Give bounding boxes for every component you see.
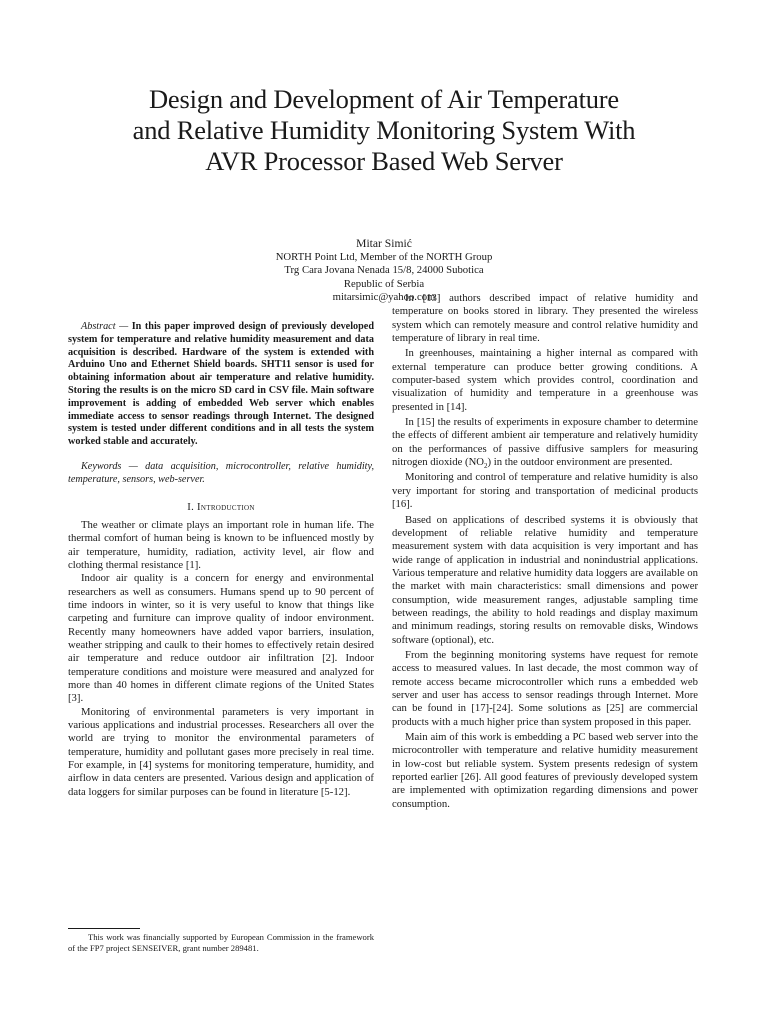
author-affiliation: NORTH Point Ltd, Member of the NORTH Group <box>275 251 493 263</box>
no2-text-after: ) in the outdoor environment are presented. <box>487 456 673 469</box>
author-name: Mitar Simić <box>356 237 412 250</box>
body-paragraph: The weather or climate plays an important role in human life. The thermal comfort of human being is known to be influenced mostly by air temperature, humidity, radiation, activity level, air flow and clothing thermal resistance [1]. <box>68 518 374 571</box>
body-paragraph: Based on applications of described systems it is obviously that development of reliable relative humidity and temperature measurement system with data acquisition is very important and has wide range of application in industrial and nonindustrial applications. Various temperature and relative humidity data loggers are available on the market with main characteristics: small dimensions and power consumption, wide measurement ranges, adjustable sampling time between readings, the ability to hold readings and display maximum and minimum readings, storing results on removable disks, Windows software (optional), etc. <box>392 513 698 646</box>
section-number: I. <box>187 500 195 513</box>
footnote-divider <box>68 928 140 929</box>
body-paragraph: Monitoring and control of temperature and relative humidity is also very important for storing and transportation of medicinal products [16]. <box>392 471 698 511</box>
body-paragraph: Monitoring of environmental parameters is very important in various applications and industrial processes. Researchers all over the world are trying to monitor the environmental parameters of temperature, humidity and pollutant gases more precisely in real time. For example, in [4] systems for monitoring temperature, humidity, and airflow in data centers are presented. Various design and application of data loggers for similar purposes can be found in literature [5-12]. <box>68 705 374 798</box>
keywords: Keywords — data acquisition, microcontroller, relative humidity, temperature, sensors, web-server. <box>68 460 374 485</box>
section-heading-introduction <box>68 501 374 514</box>
no2-text-before: In [15] the results of experiments in exposure chamber to determine the effects of different ambient air temperature and relatively humidity on the performances of passive diffusive samplers for measuring nitrogen dioxide (NO <box>392 416 698 469</box>
body-paragraph: Indoor air quality is a concern for energy and environmental researchers as well as consumers. Humans spend up to 90 percent of time indoors in winter, so it is very useful to know that things like carpeting and furniture can improve quality of indoor environment. Recently many homeowners have added vapor barriers, insulation, weather stripping and caulk to their homes to effectively retain desired air temperature and reduce outdoor air infiltration [2]. Indoor temperature conditions and moisture were measured and analyzed for more than 40 homes in different climate regions of the United States [3]. <box>68 572 374 705</box>
paper-title <box>60 84 708 177</box>
right-column <box>392 292 698 811</box>
body-paragraph: From the beginning monitoring systems have request for remote access to measured values. In last decade, the most common way of remote access became microcontroller which runs a embedded web server and user has access to sensor readings through Internet. More can be found in [17]-[24]. Some solutions as [25] are commercial products with a much higher price than system proposed in this paper. <box>392 648 698 728</box>
body-paragraph: Main aim of this work is embedding a PC based web server into the microcontroller with temperature and relative humidity measurement in low-cost but reliable system. System presents redesign of system reported earlier [26]. All good features of previously developed system are implemented with optimization regarding dimensions and power consumption. <box>392 731 698 810</box>
abstract-lead: Abstract — <box>81 321 129 332</box>
footnote: This work was financially supported by European Commission in the framework of the FP7 project SENSEIVER, grant number 289481. <box>68 932 374 953</box>
body-paragraph-no2 <box>392 416 698 469</box>
section-title: Introduction <box>197 500 255 513</box>
author-country: Republic of Serbia <box>343 277 425 290</box>
abstract <box>68 321 374 449</box>
no2-subscript: 2 <box>484 462 488 471</box>
author-email[interactable]: mitarsimic@yahoo.com <box>332 291 436 304</box>
body-paragraph: In greenhouses, maintaining a higher internal as compared with external temperature can produce better growing conditions. A computer-based system which provides control, coordination and visualization of humidity and temperature in a greenhouse was presented in [14]. <box>392 347 698 413</box>
title-line: Design and Development of Air Temperature <box>149 84 619 114</box>
body-paragraph: In [13] authors described impact of relative humidity and temperature on books stored in library. They presented the wireless system which can remotely measure and control relative humidity and temperature of library in real time. <box>392 292 698 345</box>
title-line: AVR Processor Based Web Server <box>205 146 563 176</box>
abstract-text: In this paper improved design of previously developed system for temperature and relative humidity measurement and data acquisition is described. Hardware of the system is extended with Arduino Uno and Ethernet Shield boards. SHT11 sensor is used for obtaining information about air temperature and relative humidity. Storing the results is on the micro SD card in CSV file. Main software improvement is adding of embedded Web server which enables immediate access to sensor readings through Internet. The designed system is tested under different conditions and in all tests the system worked stable and accurately. <box>68 321 374 448</box>
title-line: and Relative Humidity Monitoring System With <box>132 115 636 145</box>
left-column <box>68 321 374 799</box>
author-address: Trg Cara Jovana Nenada 15/8, 24000 Subotica <box>284 264 484 277</box>
